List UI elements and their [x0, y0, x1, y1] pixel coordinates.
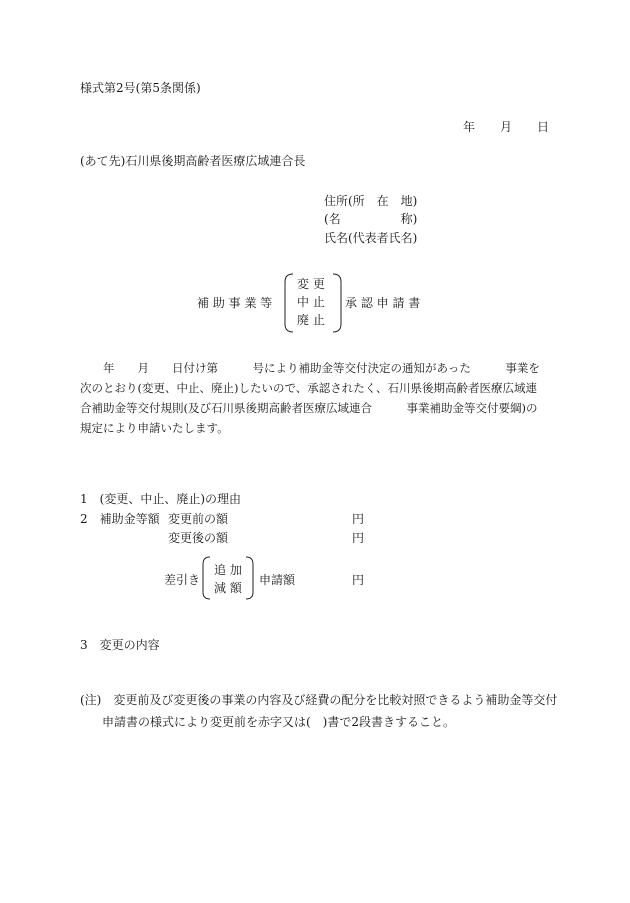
body-line: 年 月 日付け第 号により補助金等交付決定の通知があった 事業を [80, 361, 540, 375]
apply-amount-label: 申請額 [259, 573, 296, 587]
name-label: (名 称) [324, 212, 418, 226]
item-2-label: 2 補助金等額 [80, 512, 160, 526]
body-line: 次のとおり(変更、中止、廃止)したいので、承認されたく、石川県後期高齢者医療広域連 [80, 381, 538, 395]
title-option-change: 変 更 [297, 277, 325, 291]
date-month-label: 月 [500, 120, 513, 134]
body-line: 合補助金等交付規則(及び石川県後期高齢者医療広域連合 事業補助金等交付要綱)の [80, 401, 538, 415]
addressee: (あて先)石川県後期高齢者医療広域連合長 [80, 154, 306, 168]
note-line-2: 申請書の様式により変更前を赤字又は( )書で2段書きすること。 [102, 715, 456, 729]
diff-option-add: 追 加 [214, 563, 242, 577]
title-option-abolish: 廃 止 [297, 313, 325, 327]
item-1-reason: 1 (変更、中止、廃止)の理由 [80, 492, 241, 506]
date-year-label: 年 [463, 120, 476, 134]
form-number: 様式第2号(第5条関係) [80, 81, 201, 95]
difference-label: 差引き [164, 573, 201, 587]
body-paragraph [80, 358, 550, 438]
title-right: 承 認 申 請 書 [345, 296, 421, 310]
apply-yen: 円 [352, 573, 365, 587]
address-label: 住所(所 在 地) [324, 194, 418, 208]
after-yen: 円 [352, 531, 365, 545]
date-day-label: 日 [537, 120, 550, 134]
after-amount-label: 変更後の額 [168, 531, 229, 545]
before-amount-label: 変更前の額 [168, 512, 229, 526]
representative-label: 氏名(代表者氏名) [324, 231, 418, 245]
title-left: 補 助 事 業 等 [197, 296, 273, 310]
diff-option-reduce: 減 額 [214, 581, 242, 595]
note-line-1: (注) 変更前及び変更後の事業の内容及び経費の配分を比較対照できるよう補助金等交付 [80, 693, 558, 707]
item-3-content: 3 変更の内容 [80, 638, 160, 652]
body-line: 規定により申請いたします。 [80, 421, 229, 435]
before-yen: 円 [352, 512, 365, 526]
title-option-suspend: 中 止 [297, 295, 325, 309]
